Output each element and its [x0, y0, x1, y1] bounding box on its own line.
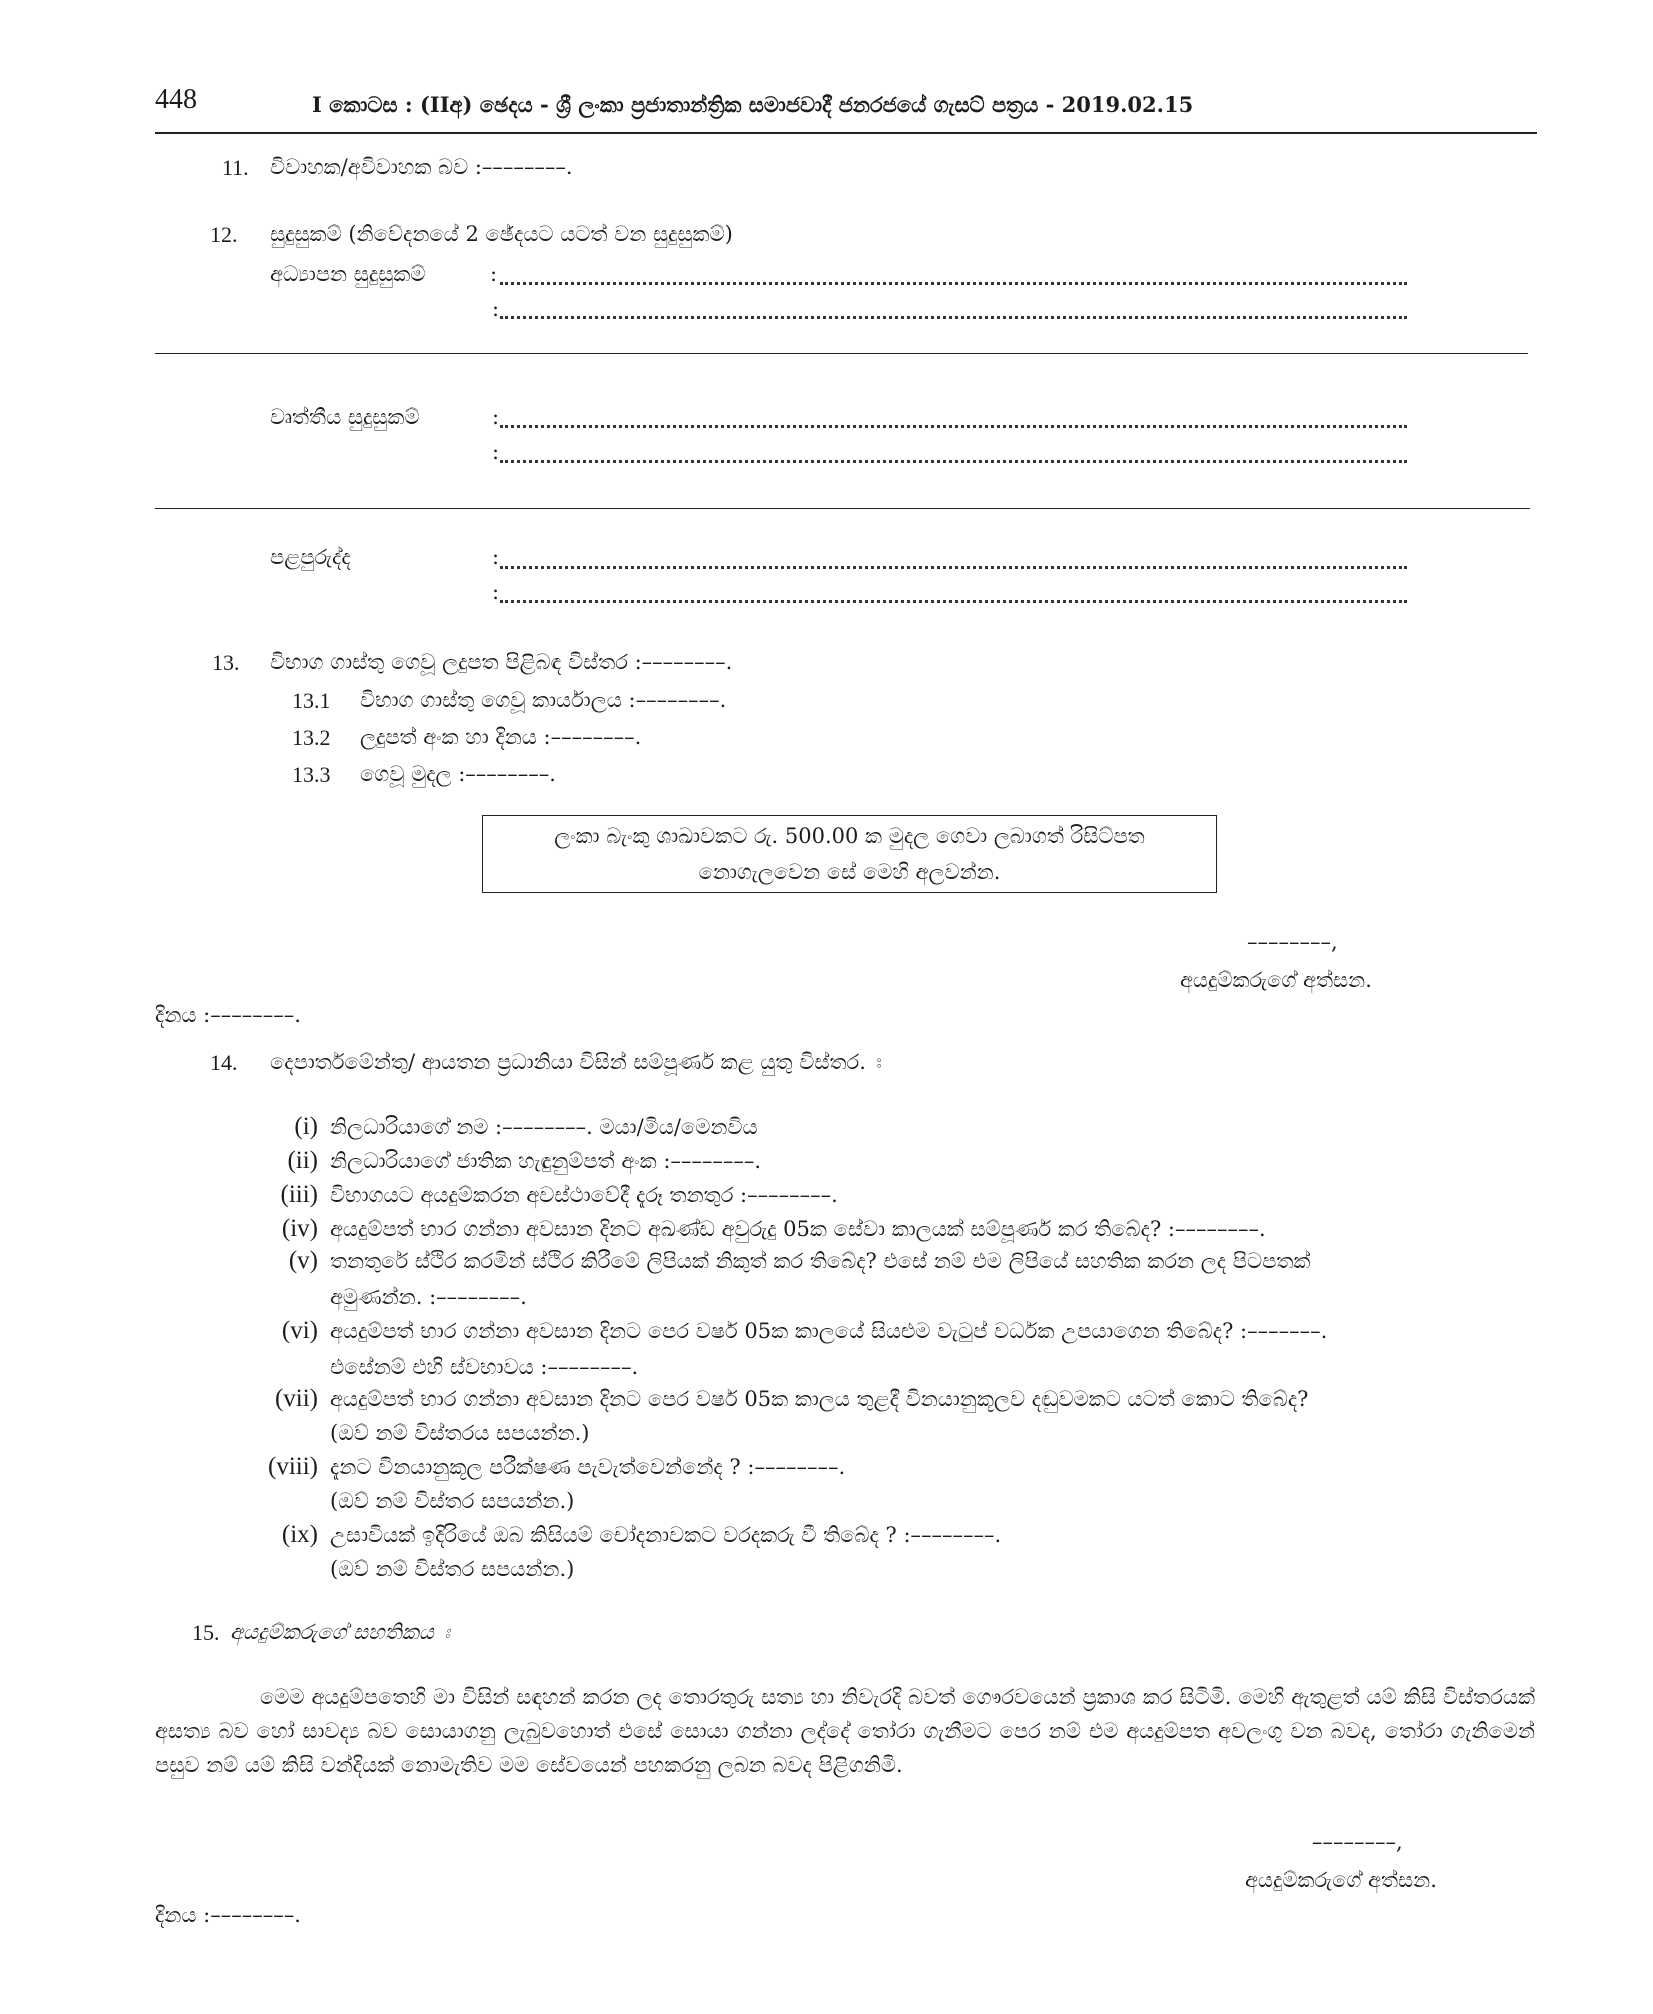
item-14-i-numeral: (i) [294, 1113, 318, 1140]
item-14-ix-text-line-2: (ඔව් නම් විස්තර සපයන්න.) [330, 1557, 575, 1581]
item-14-ii-text: නිලධාරියාගේ ජාතික හැඳුනුම්පත් අංක :––––––––. [330, 1149, 762, 1173]
experience-label: පළපුරුද්ද [270, 545, 351, 569]
item-12-title: සුදුසුකම් (නිවේදනයේ 2 ඡේදයට යටත් වන සුදුසුකම්) [270, 222, 733, 246]
certificate-text: මෙම අයදුම්පතෙහි මා විසින් සඳහන් කරන ලද තොරතුරු සත්‍ය හා නිවැරදි බවත් ගෞරවයෙන් ප්‍රකාශ කර සිටිමි. මෙහි ඇතුළත් යම් කිසි විස්තරයක් අසත්‍ය බව හෝ සාවද්‍ය බව සොයාගනු ලැබුවහොත් එසේ සොයා ගන්නා ලද්දේ තෝරා ගැනීමට පෙර නම් එම අයදුම්පත අවලංගු වන බවද, තෝරා ගැනිමෙන් පසුව නම් යම් කිසි වන්දියක් නොමැතිව මම සේවයෙන් පහකරනු ලබන බවද පිළිගනිමි. [155, 1685, 1535, 1777]
item-13-1-label: විභාග ගාස්තු ගෙවූ කාර්යාලය :––––––––. [360, 688, 727, 712]
separator-line [155, 353, 1528, 354]
item-14-vii-text-line-2: (ඔව් නම් විස්තරය සපයන්න.) [330, 1421, 590, 1445]
item-13-3-label: ගෙවූ මුදල :––––––––. [360, 762, 556, 786]
item-14-vi-numeral: (vi) [281, 1317, 318, 1344]
colon: : [492, 545, 500, 569]
item-12-number: 12. [210, 222, 238, 247]
dotted-line [500, 425, 1407, 428]
item-14-viii-text-line-2: (ඔව් නම් විස්තර සපයන්න.) [330, 1489, 575, 1513]
date-field: දිනය :––––––––. [155, 1003, 301, 1027]
item-14-ii-numeral: (ii) [287, 1147, 318, 1174]
item-13-number: 13. [212, 650, 240, 675]
colon: : [492, 405, 500, 429]
item-14-iii-text: විභාගයට අයදුම්කරන අවස්ථාවේදී දැරූ තනතුර :––––––––. [330, 1183, 838, 1207]
item-14-vi-text-line-2: එසේනම් එහි ස්වභාවය :––––––––. [330, 1355, 639, 1379]
page-number: 448 [155, 84, 197, 115]
item-14-i-text: නිලධාරියාගේ නම :––––––––. මයා/මිය/මෙනවිය [330, 1115, 758, 1139]
item-14-viii-numeral: (viii) [268, 1453, 318, 1480]
item-15-number: 15. [192, 1620, 220, 1645]
signature-line: ––––––––, [1312, 1830, 1403, 1854]
separator-line [155, 508, 1530, 509]
dotted-line [500, 600, 1407, 603]
educational-qualifications-label: අධ්‍යාපන සුදුසුකම් [270, 262, 426, 286]
applicant-signature-label: අයදුම්කරුගේ අත්සන. [1180, 968, 1372, 992]
item-11-number: 11. [222, 155, 249, 180]
item-14-v-text-line-1: තනතුරේ ස්ථිර කරමින් ස්ථිර කිරීමේ ලිපියක් නිකුත් කර තිබේද? එසේ නම් එම ලිපියේ සහතික කරන ලද පිටපතක් [330, 1249, 1311, 1273]
item-14-title: දෙපාර්තමේන්තු/ ආයතන ප්‍රධානියා විසින් සම්පූර්ණ කළ යුතු විස්තර. ඃ [270, 1050, 882, 1074]
date-field: දිනය :––––––––. [155, 1903, 301, 1927]
item-13-title: විභාග ගාස්තු ගෙවූ ලදුපත පිළිබඳ විස්තර :––––––––. [270, 650, 733, 674]
colon: : [492, 297, 500, 321]
header-rule [155, 132, 1537, 134]
signature-line: ––––––––, [1247, 930, 1338, 954]
colon: : [492, 580, 500, 604]
receipt-note-line-2: නොගැලවෙන සේ මෙහි අලවන්න. [698, 860, 1001, 884]
item-11-marital-status: විවාහක/අවිවාහක බව :––––––––. [270, 155, 573, 179]
item-14-iii-numeral: (iii) [280, 1181, 318, 1208]
item-14-vii-numeral: (vii) [274, 1385, 318, 1412]
receipt-note-line-1: ලංකා බැංකු ශාඛාවකට රු. 500.00 ක මුදල ගෙවා ලබාගත් රිසිට්පත [554, 824, 1145, 848]
item-14-viii-text-line-1: දැනට විනයානුකූල පරීක්ෂණ පැවැත්වෙන්නේද ? :––––––––. [330, 1455, 846, 1479]
dotted-line [500, 566, 1407, 569]
applicant-signature-label: අයදුම්කරුගේ අත්සන. [1245, 1868, 1437, 1892]
item-14-v-text-line-2: අමුණන්න. :––––––––. [330, 1285, 527, 1309]
colon: : [492, 440, 500, 464]
item-13-2-number: 13.2 [292, 725, 331, 750]
page-header-title: I කොටස : (IIඅ) ඡෙදය - ශ්‍රී ලංකා ප්‍රජාතාන්ත්‍රික සමාජවාදී ජනරජයේ ගැසට් පත්‍රය - 2019.02.15 [312, 92, 1194, 117]
applicant-certificate-paragraph [155, 1680, 1535, 1782]
professional-qualifications-label: වෘත්තීය සුදුසුකම් [270, 405, 420, 429]
item-14-iv-text: අයදුම්පත් භාර ගන්නා අවසාන දිනට අඛණ්ඩ අවුරුදු 05ක සේවා කාලයක් සම්පූර්ණ කර තිබේද? :––––––––. [330, 1217, 1266, 1241]
dotted-line [500, 460, 1407, 463]
item-13-1-number: 13.1 [292, 688, 331, 713]
dotted-line [500, 282, 1407, 285]
item-13-3-number: 13.3 [292, 762, 331, 787]
item-14-ix-text-line-1: උසාවියක් ඉදිරියේ ඔබ කිසියම් චෝදනාවකට වරදකරු වී තිබේද ? :––––––––. [330, 1523, 1002, 1547]
item-15-title: අයදුම්කරුගේ සහතිකය ඃ [230, 1620, 450, 1644]
item-14-ix-numeral: (ix) [281, 1521, 318, 1548]
item-14-number: 14. [210, 1050, 238, 1075]
item-14-v-numeral: (v) [288, 1247, 318, 1274]
item-14-vi-text-line-1: අයදුම්පත් භාර ගන්නා අවසාන දිනට පෙර වර්ෂ 05ක කාලයේ සියළුම වැටුප් වර්ධක උපයාගෙන තිබේද? :–––––––. [330, 1319, 1328, 1343]
colon: : [490, 262, 498, 286]
item-14-iv-numeral: (iv) [281, 1215, 318, 1242]
receipt-paste-box [482, 815, 1217, 893]
item-13-2-label: ලදුපත් අංක හා දිනය :––––––––. [360, 725, 642, 749]
dotted-line [500, 316, 1407, 319]
item-14-vii-text-line-1: අයදුම්පත් භාර ගන්නා අවසාන දිනට පෙර වර්ෂ 05ක කාලය තුළදී විනයානුකූලව දඬුවමකට යටත් කොට තිබේද? [330, 1387, 1309, 1411]
